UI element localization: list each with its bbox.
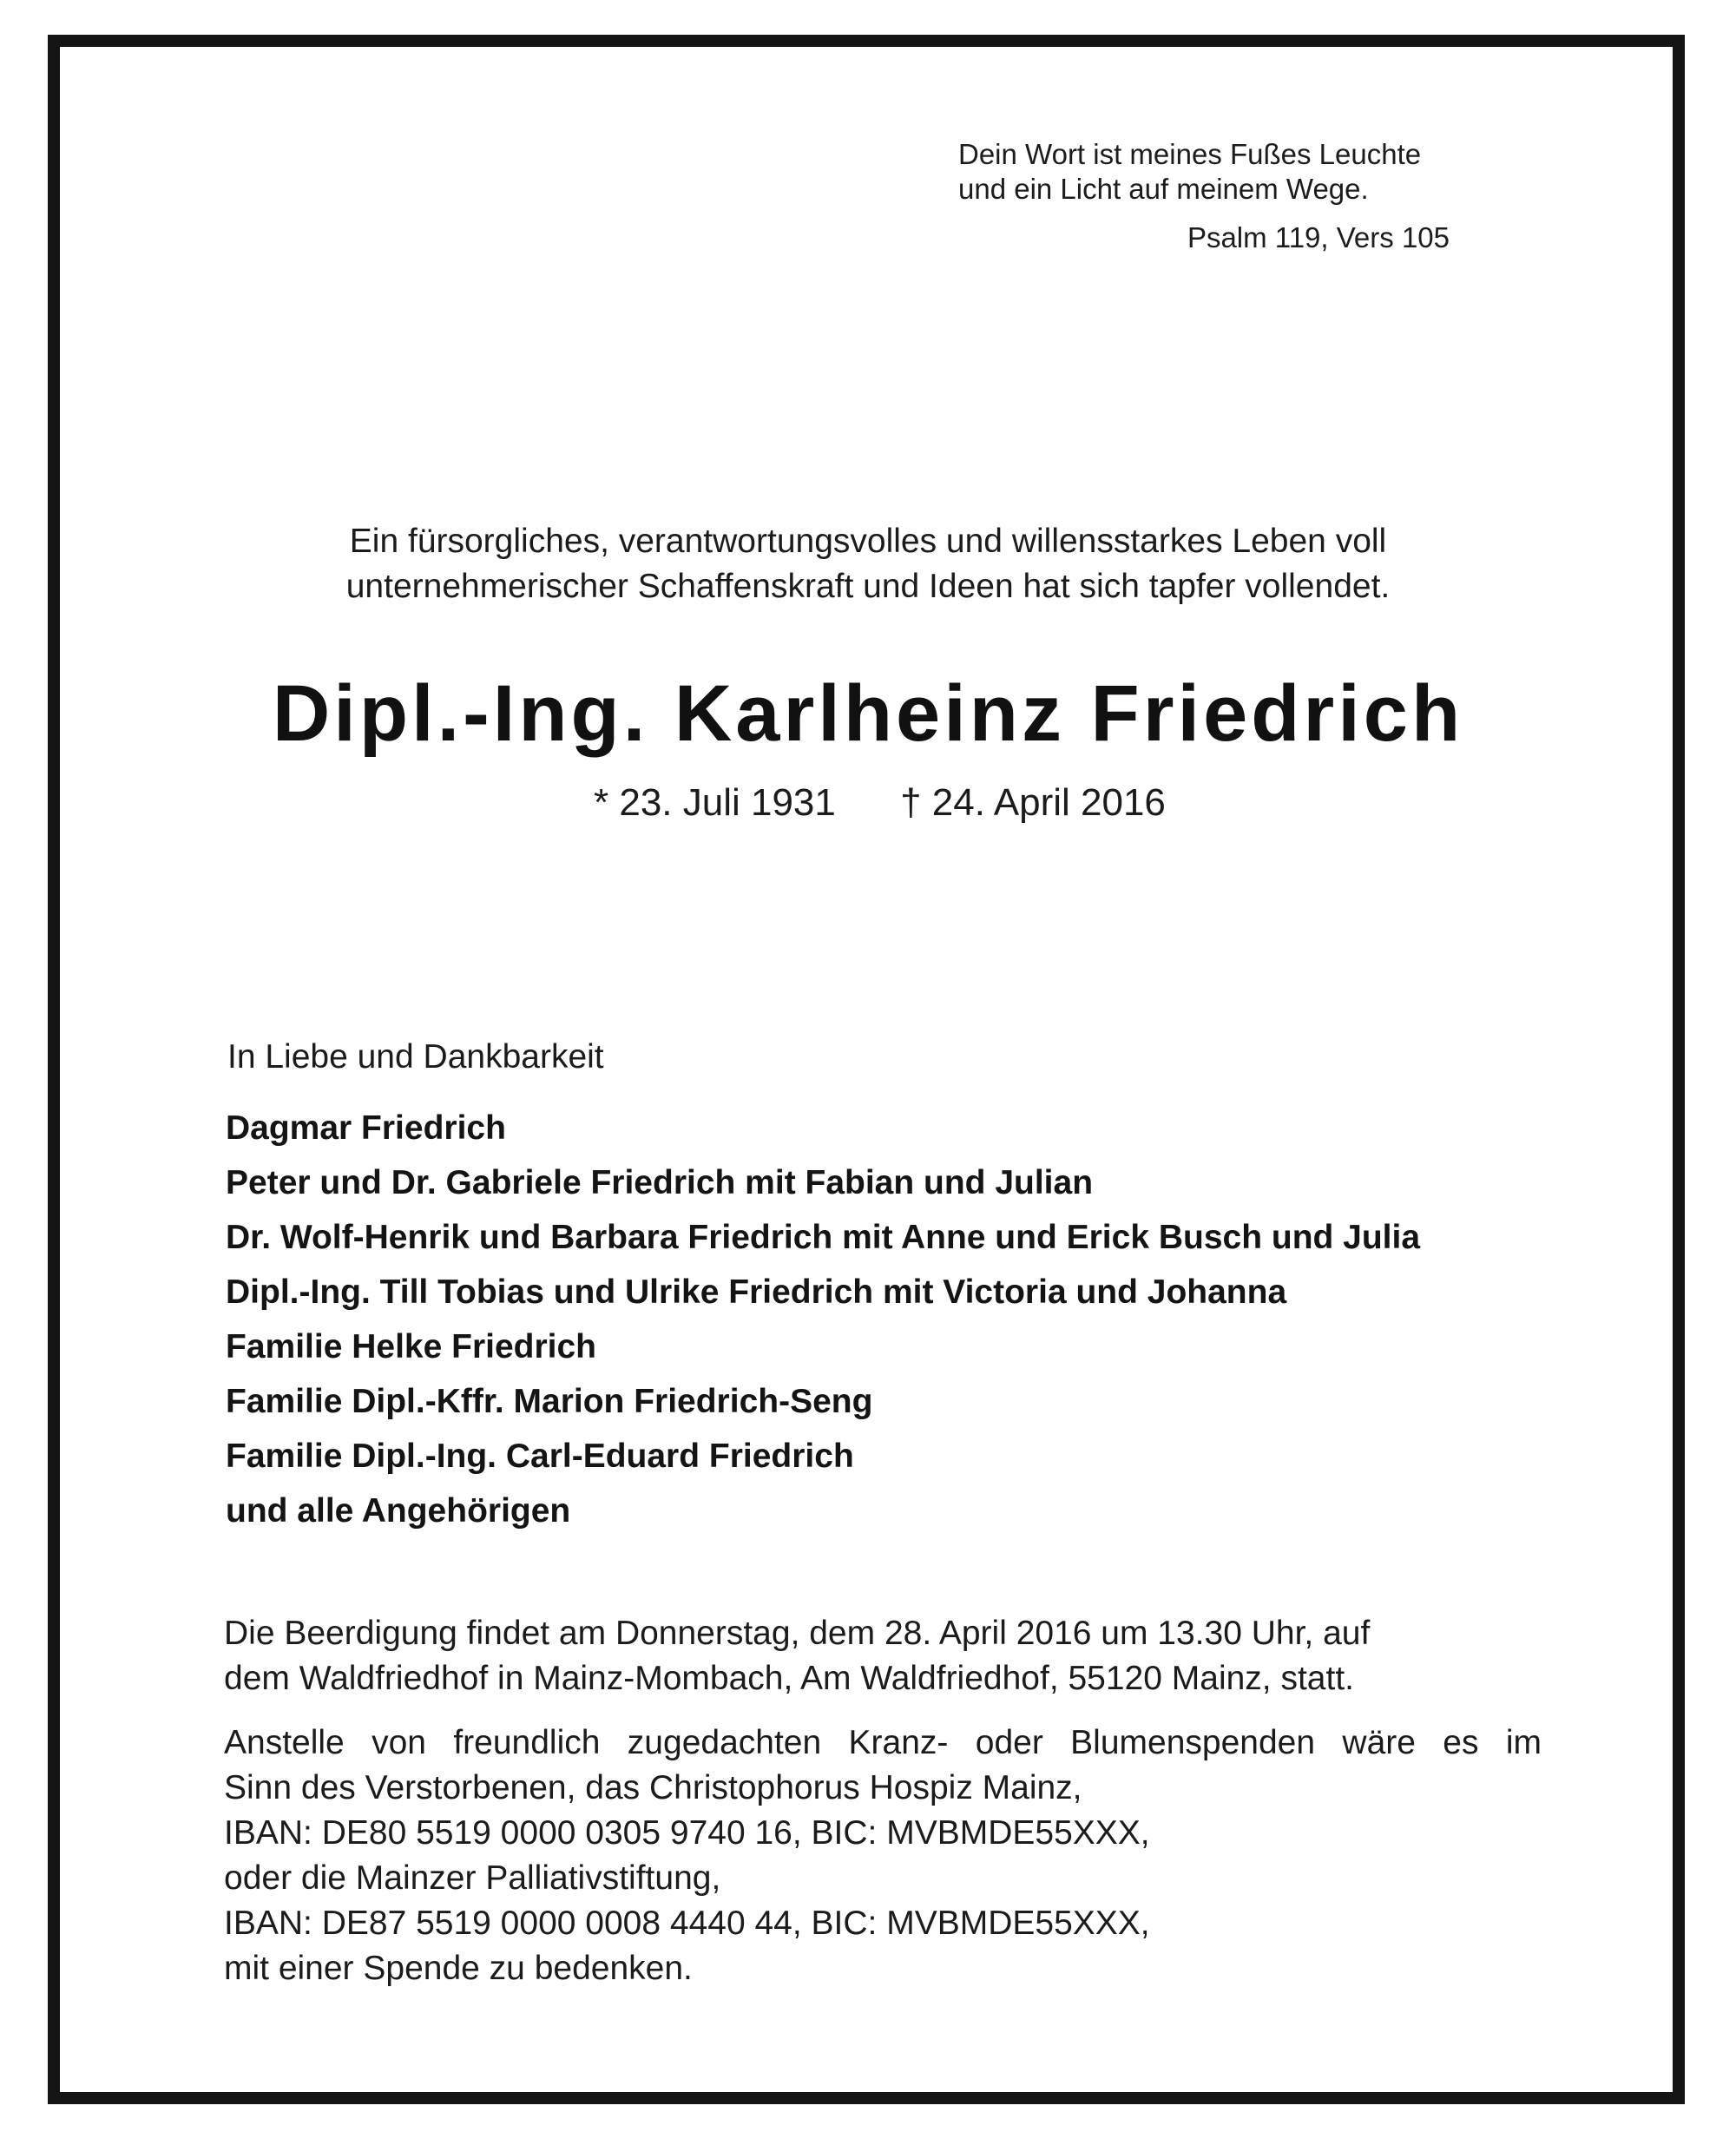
mourners-list <box>226 1101 1420 1538</box>
mourner-entry: Familie Helke Friedrich <box>226 1328 597 1365</box>
mourner-entry: Familie Dipl.-Kffr. Marion Friedrich-Seng <box>226 1383 873 1420</box>
funeral-line-2: dem Waldfriedhof in Mainz-Mombach, Am Waldfriedhof, 55120 Mainz, statt. <box>224 1660 1355 1697</box>
tribute-line-2: unternehmerischer Schaffenskraft und Ideen hat sich tapfer vollendet. <box>345 568 1391 605</box>
life-dates <box>594 781 1166 825</box>
birth-date: * 23. Juli 1931 <box>594 781 836 824</box>
psalm-line-2: und ein Licht auf meinem Wege. <box>958 173 1369 205</box>
donation-line-6: mit einer Spende zu bedenken. <box>224 1950 693 1987</box>
mourners-intro: In Liebe und Dankbarkeit <box>227 1038 604 1076</box>
donation-request <box>224 1721 1542 1991</box>
psalm-quote <box>958 137 1421 207</box>
tribute-text <box>0 519 1736 609</box>
mourner-entry: und alle Angehörigen <box>226 1492 571 1530</box>
mourner-entry: Familie Dipl.-Ing. Carl-Eduard Friedrich <box>226 1438 854 1475</box>
mourner-entry: Dagmar Friedrich <box>226 1109 506 1147</box>
deceased-name: Dipl.-Ing. Karlheinz Friedrich <box>272 669 1464 758</box>
death-date: † 24. April 2016 <box>900 781 1166 824</box>
donation-iban-hospiz: IBAN: DE80 5519 0000 0305 9740 16, BIC: MVBMDE55XXX, <box>224 1814 1150 1852</box>
donation-line-4: oder die Mainzer Palliativstiftung, <box>224 1859 721 1897</box>
psalm-reference: Psalm 119, Vers 105 <box>1187 221 1450 253</box>
psalm-line-1: Dein Wort ist meines Fußes Leuchte <box>958 138 1422 170</box>
donation-iban-palliativ: IBAN: DE87 5519 0000 0008 4440 44, BIC: MVBMDE55XXX, <box>224 1905 1150 1942</box>
tribute-line-1: Ein fürsorgliches, verantwortungsvolles und willensstarkes Leben voll <box>349 523 1387 560</box>
donation-line-1: Anstelle von freundlich zugedachten Kranz- oder Blumenspenden wäre es im <box>224 1724 1542 1761</box>
mourner-entry: Peter und Dr. Gabriele Friedrich mit Fabian und Julian <box>226 1164 1094 1201</box>
funeral-line-1: Die Beerdigung findet am Donnerstag, dem 28. April 2016 um 13.30 Uhr, auf <box>224 1615 1371 1652</box>
mourner-entry: Dr. Wolf-Henrik und Barbara Friedrich mit Anne und Erick Busch und Julia <box>226 1219 1421 1256</box>
donation-line-2: Sinn des Verstorbenen, das Christophorus Hospiz Mainz, <box>224 1769 1082 1806</box>
mourner-entry: Dipl.-Ing. Till Tobias und Ulrike Friedrich mit Victoria und Johanna <box>226 1273 1287 1311</box>
funeral-details <box>224 1611 1370 1701</box>
